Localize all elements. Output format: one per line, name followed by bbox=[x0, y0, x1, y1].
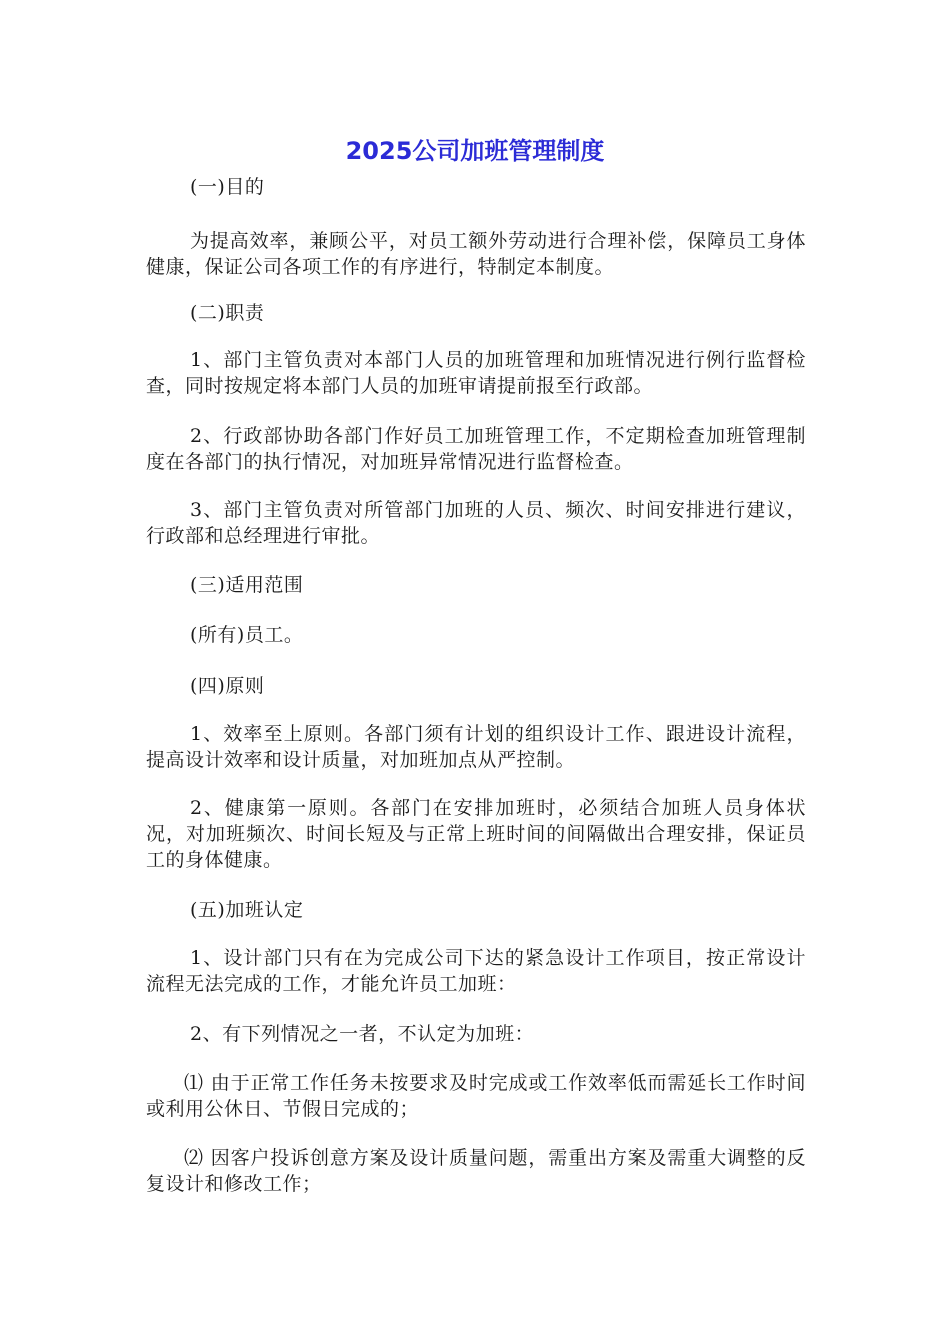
list-item-exclusion-1: ⑴ 由于正常工作任务未按要求及时完成或工作效率低而需延长工作时间或利用公休日、节假日完成的； bbox=[146, 1072, 806, 1120]
paragraph-duty-2: 2、行政部协助各部门作好员工加班管理工作，不定期检查加班管理制度在各部门的执行情况，对加班异常情况进行监督检查。 bbox=[146, 425, 806, 473]
section-heading-purpose: (一)目的 bbox=[190, 176, 265, 198]
paragraph-principle-2: 2、健康第一原则。各部门在安排加班时，必须结合加班人员身体状况，对加班频次、时间长短及与正常上班时间的间隔做出合理安排，保证员工的身体健康。 bbox=[146, 797, 806, 871]
document-title: 2025公司加班管理制度 bbox=[345, 137, 605, 165]
section-heading-duties: (二)职责 bbox=[190, 302, 265, 324]
paragraph-purpose: 为提高效率，兼顾公平，对员工额外劳动进行合理补偿，保障员工身体健康，保证公司各项工作的有序进行，特制定本制度。 bbox=[146, 230, 806, 278]
paragraph-duty-3: 3、部门主管负责对所管部门加班的人员、频次、时间安排进行建议，行政部和总经理进行审批。 bbox=[146, 499, 806, 547]
section-heading-overtime-recognition: (五)加班认定 bbox=[190, 899, 304, 921]
paragraph-duty-1: 1、部门主管负责对本部门人员的加班管理和加班情况进行例行监督检查，同时按规定将本部门人员的加班审请提前报至行政部。 bbox=[146, 349, 806, 397]
paragraph-recognition-1: 1、设计部门只有在为完成公司下达的紧急设计工作项目，按正常设计流程无法完成的工作，才能允许员工加班： bbox=[146, 947, 806, 995]
section-heading-principles: (四)原则 bbox=[190, 675, 265, 697]
paragraph-principle-1: 1、效率至上原则。各部门须有计划的组织设计工作、跟进设计流程，提高设计效率和设计质量，对加班加点从严控制。 bbox=[146, 723, 806, 771]
section-heading-scope: (三)适用范围 bbox=[190, 574, 304, 596]
list-item-exclusion-2: ⑵ 因客户投诉创意方案及设计质量问题，需重出方案及需重大调整的反复设计和修改工作； bbox=[146, 1147, 806, 1195]
paragraph-recognition-2: 2、有下列情况之一者，不认定为加班： bbox=[190, 1023, 535, 1045]
paragraph-scope: (所有)员工。 bbox=[190, 624, 304, 646]
